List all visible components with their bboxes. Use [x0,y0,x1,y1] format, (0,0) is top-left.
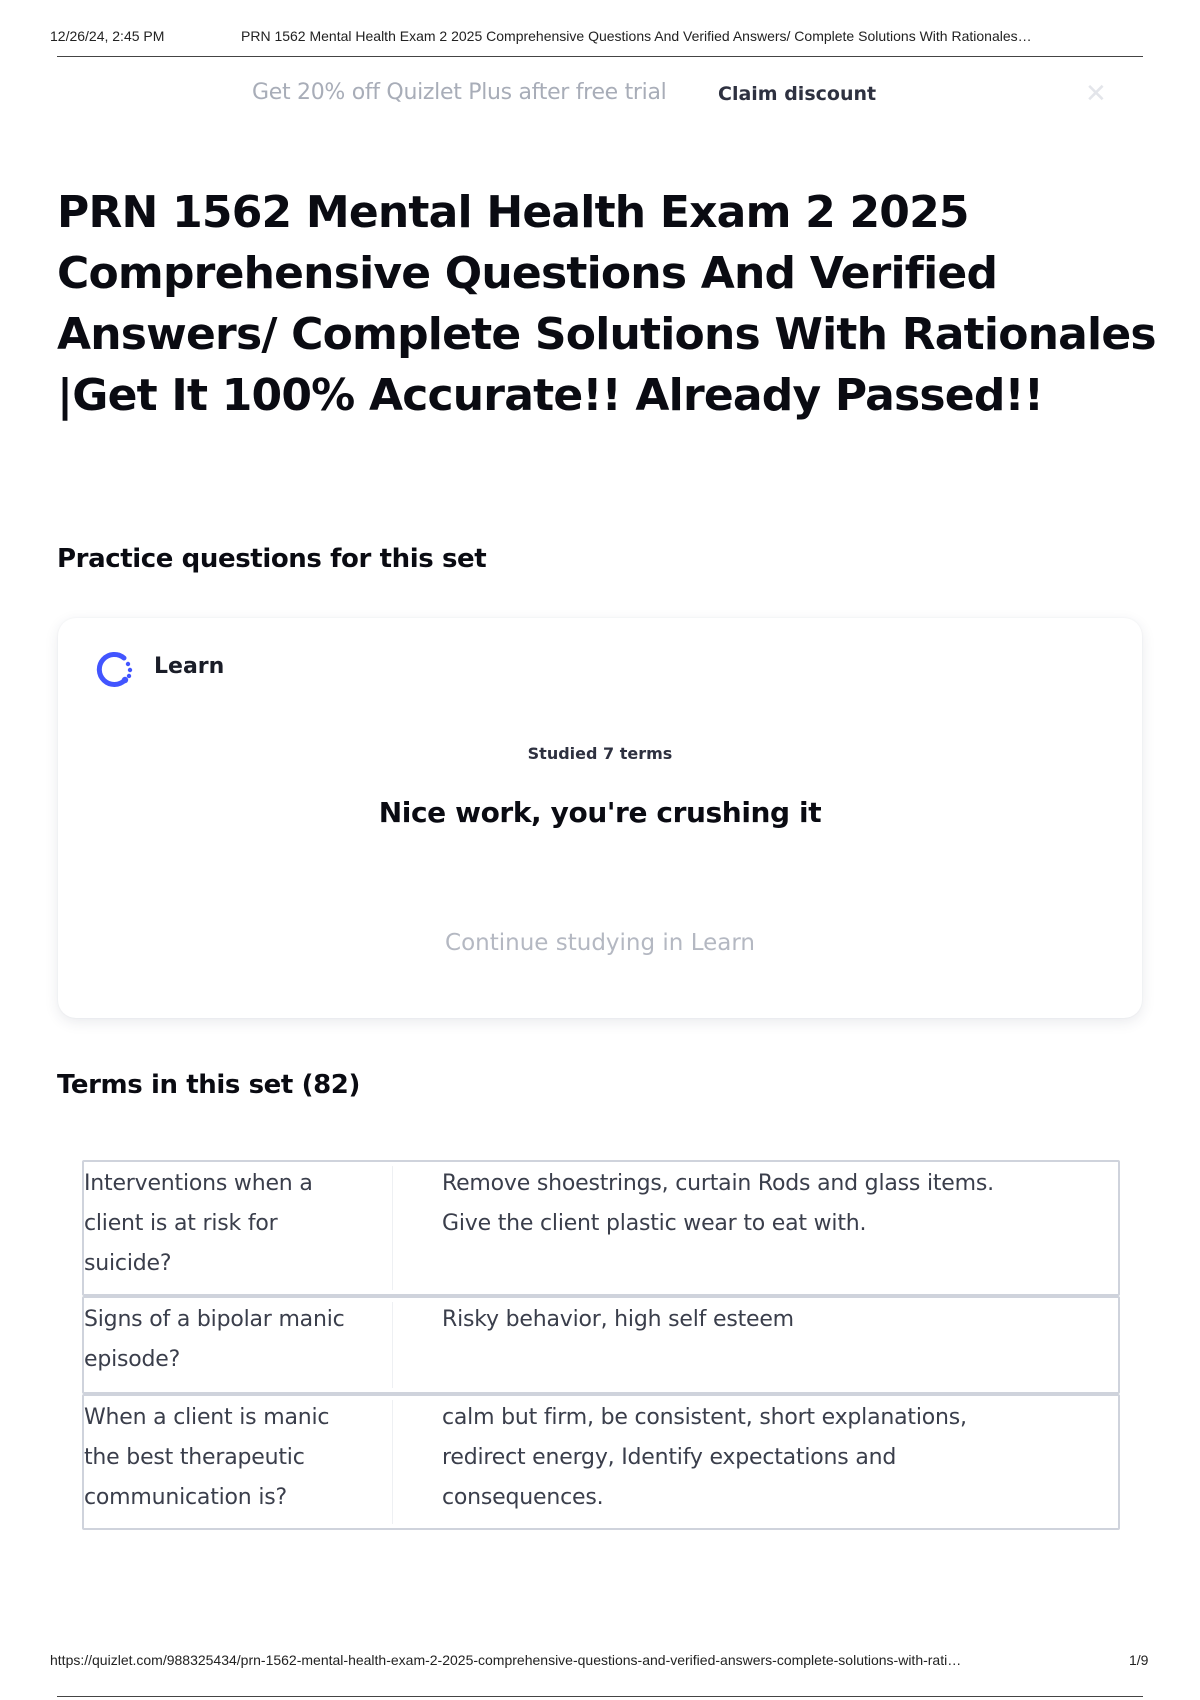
print-doc-title: PRN 1562 Mental Health Exam 2 2025 Comprehensive Questions And Verified Answers/ Complete Solutions With Rationales… [241,28,1032,44]
header-divider [57,56,1143,57]
cell-divider [392,1302,393,1388]
terms-heading: Terms in this set (82) [57,1070,360,1100]
term-line: Interventions when a [84,1171,313,1196]
definition-line: Remove shoestrings, curtain Rods and glass items. [442,1171,994,1196]
term-line: client is at risk for [84,1211,278,1236]
print-date: 12/26/24, 2:45 PM [50,28,165,44]
cell-divider [392,1400,393,1524]
print-url: https://quizlet.com/988325434/prn-1562-mental-health-exam-2-2025-comprehensive-questions-and-verified-answers-complete-solutions-with-rati… [50,1652,962,1668]
page-title-line: |Get It 100% Accurate!! Already Passed!! [57,370,1044,421]
page-title-line: Answers/ Complete Solutions With Rationales [57,309,1156,360]
practice-heading: Practice questions for this set [57,544,487,574]
definition-cell [442,1162,1062,1244]
footer-divider [57,1696,1143,1697]
cell-divider [392,1166,393,1290]
promo-banner [0,80,1200,116]
term-line: Signs of a bipolar manic [84,1307,345,1332]
term-line: the best therapeutic [84,1445,305,1470]
learn-card[interactable] [58,618,1142,1018]
term-line: episode? [84,1347,181,1372]
promo-text: Get 20% off Quizlet Plus after free trial [252,80,667,105]
definition-line: Give the client plastic wear to eat with. [442,1211,867,1236]
term-line: communication is? [84,1485,287,1510]
page-number: 1/9 [1129,1652,1149,1668]
close-icon[interactable]: ✕ [1085,78,1107,108]
encouragement-message: Nice work, you're crushing it [378,796,822,829]
term-cell [84,1298,384,1380]
claim-discount-button[interactable]: Claim discount [718,83,877,105]
definition-line: consequences. [442,1485,604,1510]
table-row [82,1394,1120,1530]
term-line: suicide? [84,1251,172,1276]
studied-count: Studied 7 terms [527,744,673,763]
terms-table [82,1160,1120,1530]
learn-progress-icon [94,648,136,690]
table-row [82,1296,1120,1394]
table-row [82,1160,1120,1296]
definition-line: Risky behavior, high self esteem [442,1307,794,1332]
learn-label: Learn [154,654,225,679]
page-title [57,182,1157,426]
page-title-line: PRN 1562 Mental Health Exam 2 2025 [57,187,969,238]
continue-learn-button[interactable]: Continue studying in Learn [445,930,755,956]
term-cell [84,1396,384,1518]
definition-line: calm but firm, be consistent, short explanations, [442,1405,967,1430]
definition-line: redirect energy, Identify expectations and [442,1445,897,1470]
term-line: When a client is manic [84,1405,330,1430]
definition-cell [442,1298,1062,1340]
page-title-line: Comprehensive Questions And Verified [57,248,998,299]
term-cell [84,1162,384,1284]
definition-cell [442,1396,1062,1518]
